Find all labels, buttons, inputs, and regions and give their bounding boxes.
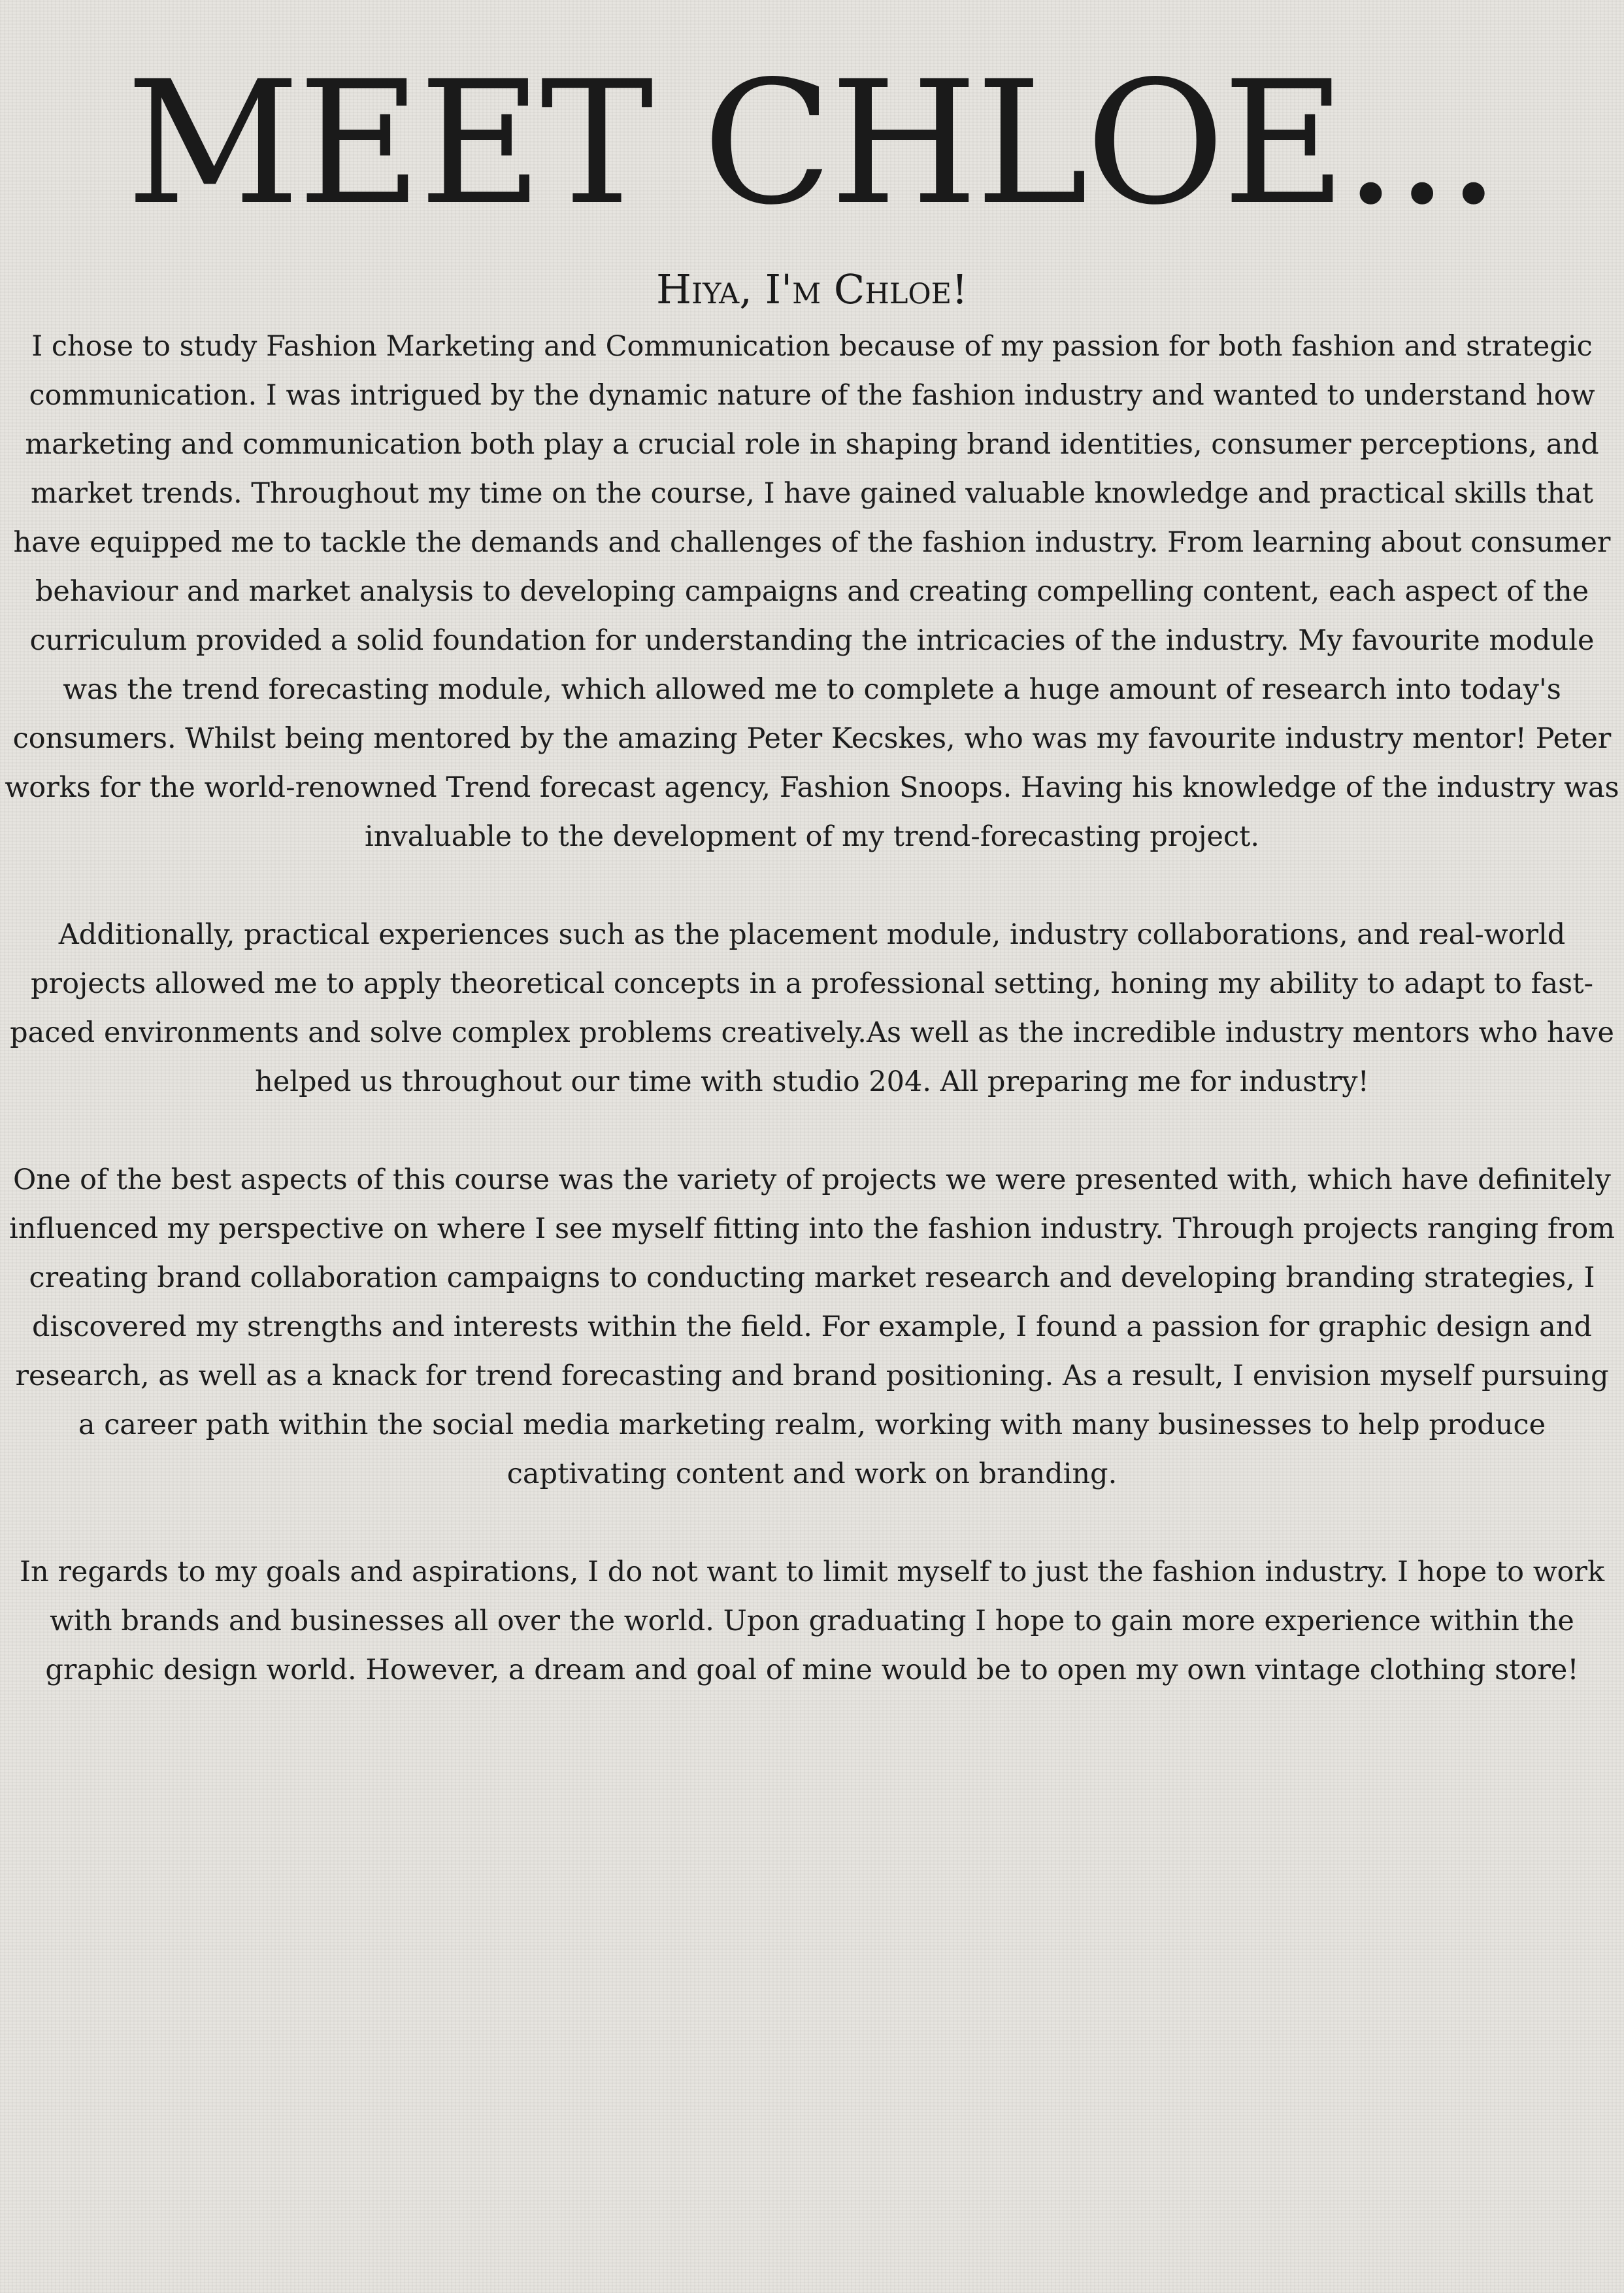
paragraph-goals: In regards to my goals and aspirations, I do not want to limit myself to just the fashion industry. I hope to work with brands and businesses all over the world. Upon graduating I hope to gain more experience within the graphic design world. However, a dream and goal of mine would be to open my own vintage clothing store! bbox=[19, 1556, 1605, 1686]
paragraph-projects: One of the best aspects of this course was the variety of projects we were presented with, which have definitely influenced my perspective on where I see myself fitting into the fashion industry. Through projects ranging from creating brand collaboration campaigns to conducting market research and developing branding strategies, I discovered my strengths and interests within the field. For example, I found a passion for graphic design and research, as well as a knack for trend forecasting and brand positioning. As a result, I envision myself pursuing a career path within the social media marketing realm, working with many businesses to help produce captivating content and work on branding. bbox=[8, 1163, 1616, 1490]
page-title: MEET CHLOE... bbox=[125, 45, 1499, 243]
paragraph-gap bbox=[0, 1499, 1624, 1548]
paragraph-course-choice: I chose to study Fashion Marketing and Communication because of my passion for both fashion and strategic communication. I was intrigued by the dynamic nature of the fashion industry and wanted to understand how marketing and communication both play a crucial role in shaping brand identities, consumer perceptions, and market trends. Throughout my time on the course, I have gained valuable knowledge and practical skills that have equipped me to tackle the demands and challenges of the fashion industry. From learning about consumer behaviour and market analysis to developing campaigns and creating compelling content, each aspect of the curriculum provided a solid foundation for understanding the intricacies of the industry. My favourite module was the trend forecasting module, which allowed me to complete a huge amount of research into today's consumers. Whilst being mentored by the amazing Peter Kecskes, who was my favourite industry mentor! Peter works for the world-renowned Trend forecast agency, Fashion Snoops. Having his knowledge of the industry was invaluable to the development of my trend-forecasting project. bbox=[5, 330, 1619, 853]
paragraph-gap bbox=[0, 862, 1624, 911]
paragraph-practical-experience: Additionally, practical experiences such as the placement module, industry collaborations, and real-world projects allowed me to apply theoretical concepts in a professional setting, honing my ability to adapt to fast-paced environments and solve complex problems creatively.As well as the incredible industry mentors who have helped us throughout our time with studio 204. All preparing me for industry! bbox=[10, 918, 1614, 1098]
greeting-heading: Hiya, I'm Chloe! bbox=[656, 265, 968, 313]
paragraph-gap bbox=[0, 1107, 1624, 1156]
body-text bbox=[0, 322, 1624, 1695]
